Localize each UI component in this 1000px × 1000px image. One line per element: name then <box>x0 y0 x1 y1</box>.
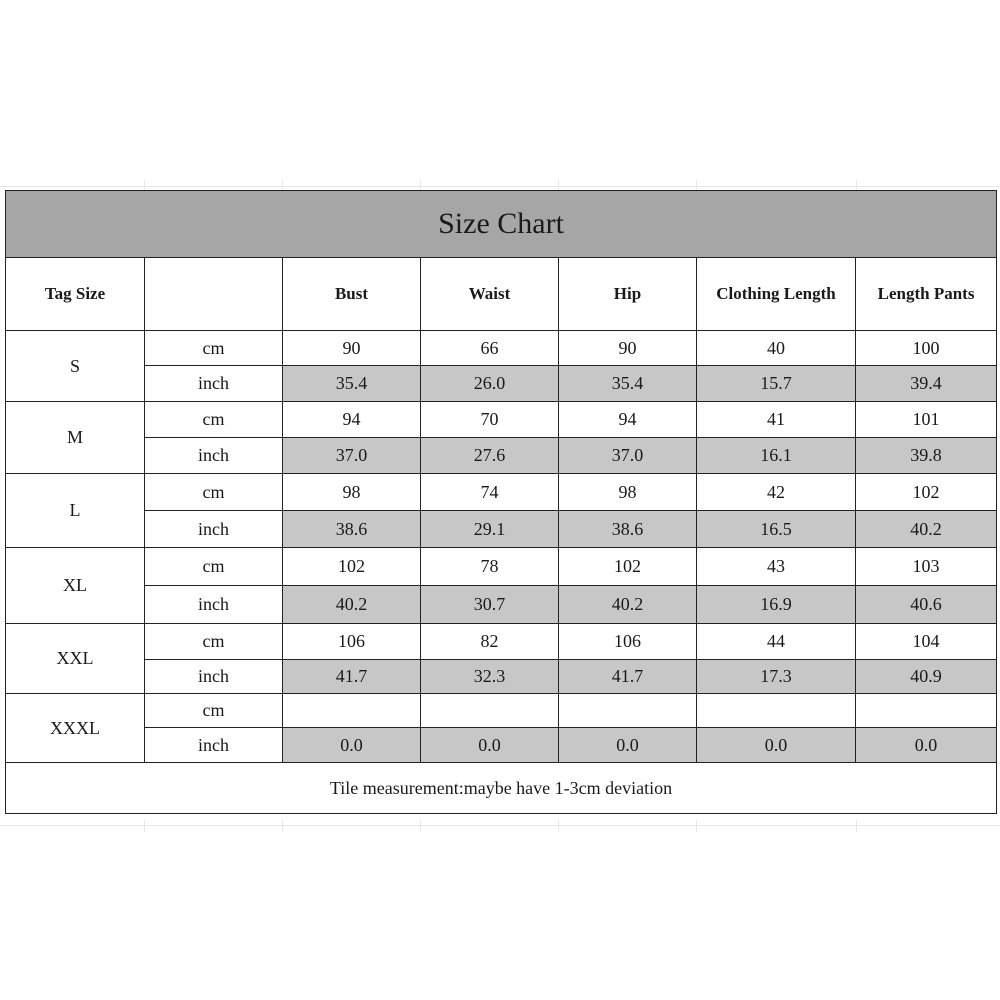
footer-row <box>6 763 997 814</box>
size-row-inch <box>6 438 997 474</box>
size-row-cm <box>6 474 997 511</box>
unit-inch-cell: inch <box>145 728 283 763</box>
size-row-inch <box>6 728 997 763</box>
size-row-inch <box>6 511 997 548</box>
grid-line <box>420 820 421 832</box>
tag-size-cell: M <box>6 402 145 474</box>
value-inch-cell: 0.0 <box>697 728 856 763</box>
value-inch-cell: 27.6 <box>421 438 559 474</box>
value-inch-cell: 41.7 <box>283 660 421 694</box>
unit-inch-cell: inch <box>145 511 283 548</box>
header-clothing-length: Clothing Length <box>697 258 856 331</box>
value-cm-cell: 90 <box>559 331 697 366</box>
size-row-cm <box>6 331 997 366</box>
value-cm-cell: 98 <box>283 474 421 511</box>
value-cm-cell: 44 <box>697 624 856 660</box>
size-table <box>5 190 997 814</box>
value-inch-cell: 0.0 <box>283 728 421 763</box>
header-unit <box>145 258 283 331</box>
value-inch-cell: 39.8 <box>856 438 997 474</box>
value-cm-cell: 74 <box>421 474 559 511</box>
value-inch-cell: 26.0 <box>421 366 559 402</box>
size-row-inch <box>6 366 997 402</box>
value-inch-cell: 40.6 <box>856 586 997 624</box>
grid-line <box>0 186 1000 187</box>
value-cm-cell: 40 <box>697 331 856 366</box>
value-inch-cell: 30.7 <box>421 586 559 624</box>
value-inch-cell: 29.1 <box>421 511 559 548</box>
value-inch-cell: 40.2 <box>283 586 421 624</box>
grid-line <box>144 820 145 832</box>
unit-inch-cell: inch <box>145 438 283 474</box>
unit-cm-cell: cm <box>145 331 283 366</box>
tag-size-cell: XXL <box>6 624 145 694</box>
value-cm-cell: 42 <box>697 474 856 511</box>
value-inch-cell: 15.7 <box>697 366 856 402</box>
value-cm-cell <box>856 694 997 728</box>
unit-inch-cell: inch <box>145 660 283 694</box>
unit-inch-cell: inch <box>145 366 283 402</box>
value-inch-cell: 16.5 <box>697 511 856 548</box>
grid-line <box>0 825 1000 826</box>
value-cm-cell: 104 <box>856 624 997 660</box>
size-row-cm <box>6 624 997 660</box>
size-chart <box>5 190 996 820</box>
header-bust: Bust <box>283 258 421 331</box>
value-inch-cell: 39.4 <box>856 366 997 402</box>
header-row <box>6 258 997 331</box>
value-cm-cell: 70 <box>421 402 559 438</box>
value-inch-cell: 38.6 <box>283 511 421 548</box>
unit-cm-cell: cm <box>145 474 283 511</box>
title-row <box>6 191 997 258</box>
tag-size-cell: S <box>6 331 145 402</box>
value-cm-cell: 43 <box>697 548 856 586</box>
unit-cm-cell: cm <box>145 694 283 728</box>
grid-line <box>856 820 857 832</box>
value-inch-cell: 0.0 <box>559 728 697 763</box>
value-cm-cell: 41 <box>697 402 856 438</box>
value-cm-cell: 101 <box>856 402 997 438</box>
value-cm-cell: 106 <box>283 624 421 660</box>
unit-cm-cell: cm <box>145 624 283 660</box>
value-cm-cell: 94 <box>559 402 697 438</box>
value-inch-cell: 40.2 <box>856 511 997 548</box>
value-inch-cell: 38.6 <box>559 511 697 548</box>
value-inch-cell: 0.0 <box>421 728 559 763</box>
size-row-inch <box>6 586 997 624</box>
value-cm-cell <box>283 694 421 728</box>
footer-note: Tile measurement:maybe have 1-3cm deviation <box>6 763 997 814</box>
value-cm-cell: 106 <box>559 624 697 660</box>
value-cm-cell <box>421 694 559 728</box>
value-cm-cell <box>697 694 856 728</box>
value-inch-cell: 40.2 <box>559 586 697 624</box>
unit-inch-cell: inch <box>145 586 283 624</box>
value-inch-cell: 35.4 <box>283 366 421 402</box>
header-hip: Hip <box>559 258 697 331</box>
value-cm-cell: 94 <box>283 402 421 438</box>
value-inch-cell: 35.4 <box>559 366 697 402</box>
value-cm-cell <box>559 694 697 728</box>
value-cm-cell: 78 <box>421 548 559 586</box>
value-inch-cell: 40.9 <box>856 660 997 694</box>
value-cm-cell: 82 <box>421 624 559 660</box>
unit-cm-cell: cm <box>145 548 283 586</box>
size-row-cm <box>6 694 997 728</box>
grid-line <box>558 820 559 832</box>
unit-cm-cell: cm <box>145 402 283 438</box>
value-inch-cell: 0.0 <box>856 728 997 763</box>
tag-size-cell: L <box>6 474 145 548</box>
value-inch-cell: 37.0 <box>283 438 421 474</box>
value-cm-cell: 103 <box>856 548 997 586</box>
size-row-cm <box>6 402 997 438</box>
header-tag-size: Tag Size <box>6 258 145 331</box>
size-row-inch <box>6 660 997 694</box>
value-cm-cell: 98 <box>559 474 697 511</box>
value-inch-cell: 41.7 <box>559 660 697 694</box>
header-length-pants: Length Pants <box>856 258 997 331</box>
chart-title: Size Chart <box>6 191 997 258</box>
value-inch-cell: 32.3 <box>421 660 559 694</box>
value-inch-cell: 17.3 <box>697 660 856 694</box>
value-cm-cell: 100 <box>856 331 997 366</box>
tag-size-cell: XXXL <box>6 694 145 763</box>
value-cm-cell: 102 <box>283 548 421 586</box>
value-cm-cell: 66 <box>421 331 559 366</box>
grid-line <box>696 820 697 832</box>
value-cm-cell: 102 <box>559 548 697 586</box>
value-cm-cell: 90 <box>283 331 421 366</box>
header-waist: Waist <box>421 258 559 331</box>
size-row-cm <box>6 548 997 586</box>
tag-size-cell: XL <box>6 548 145 624</box>
value-cm-cell: 102 <box>856 474 997 511</box>
value-inch-cell: 16.1 <box>697 438 856 474</box>
value-inch-cell: 16.9 <box>697 586 856 624</box>
value-inch-cell: 37.0 <box>559 438 697 474</box>
grid-line <box>282 820 283 832</box>
